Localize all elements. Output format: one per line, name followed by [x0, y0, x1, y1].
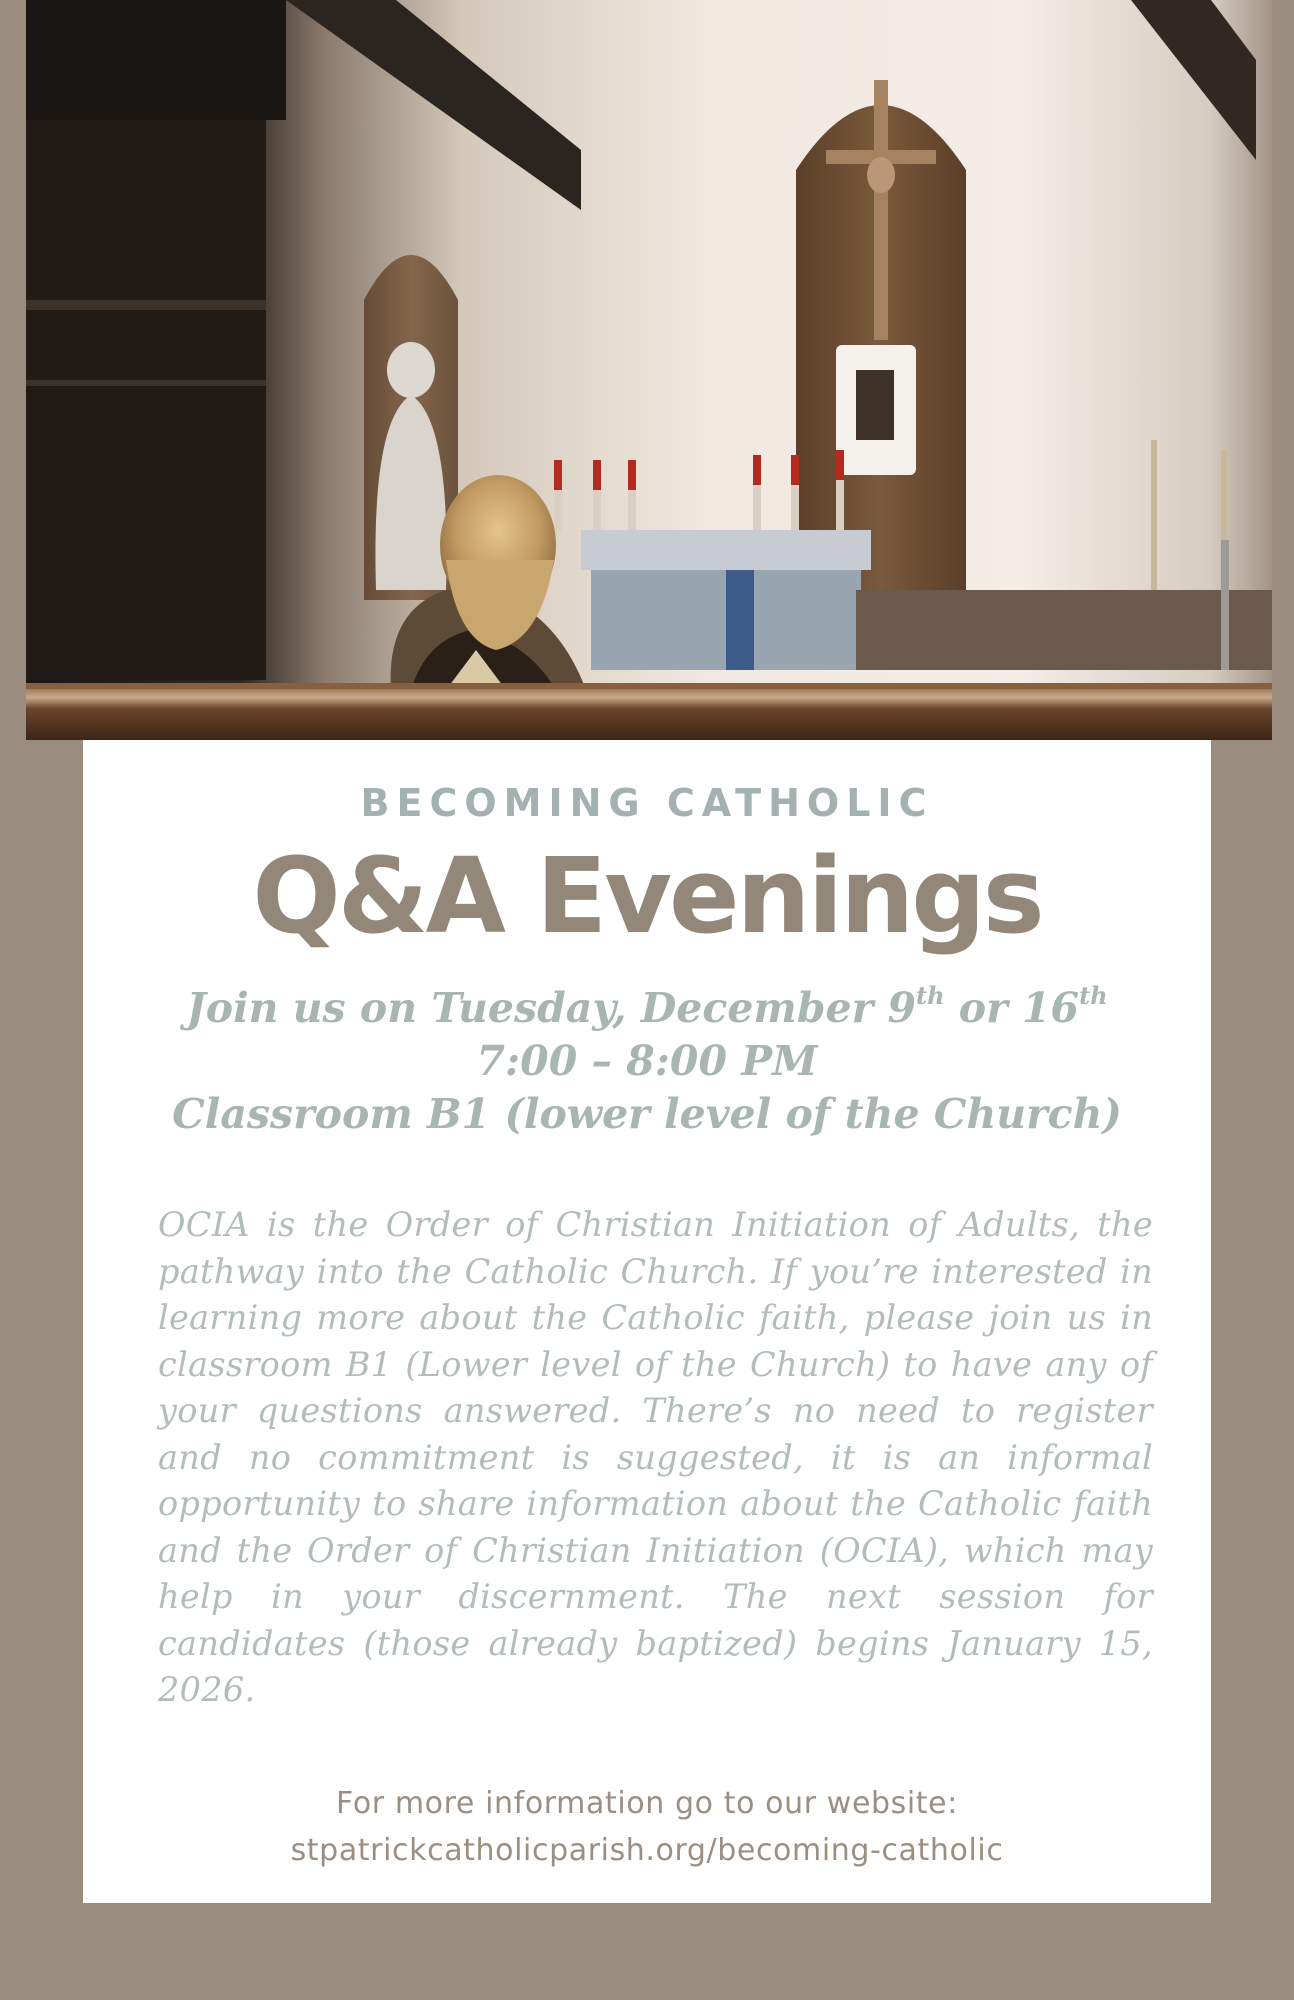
footer-intro: For more information go to our website: — [336, 1786, 958, 1821]
info-card — [83, 740, 1211, 1903]
event-location: Classroom B1 (lower level of the Church) — [172, 1090, 1122, 1138]
event-dates — [83, 982, 1211, 1035]
event-dates-text: Join us on Tuesday, December 9 — [186, 984, 916, 1032]
page-title: Q&A Evenings — [252, 835, 1042, 957]
event-details — [83, 982, 1211, 1141]
church-interior-photo — [26, 0, 1272, 740]
church-scene — [26, 0, 1272, 740]
ordinal-suffix: th — [915, 981, 945, 1010]
ordinal-suffix: th — [1079, 981, 1108, 1010]
description-paragraph: OCIA is the Order of Christian Initiation of Adults, the pathway into the Catholic Church. If you’re interested in learning more about the Catholic faith, please join us in classroom B1 (Lower level of the Church) to have any of your questions answered. There’s no need to register and no commitment is suggested, it is an informal opportunity to share information about the Catholic faith and the Order of Christian Initiation (OCIA), which may help in your discernment. The next session for candidates (those already baptized) begins January 15, 2026. — [158, 1205, 1153, 1709]
footer-info — [83, 1780, 1211, 1874]
event-dates-alt: or 16 — [944, 984, 1080, 1032]
event-time: 7:00 – 8:00 PM — [476, 1037, 818, 1085]
website-link[interactable]: stpatrickcatholicparish.org/becoming-catholic — [290, 1833, 1004, 1868]
eyebrow-heading: BECOMING CATHOLIC — [360, 781, 934, 825]
